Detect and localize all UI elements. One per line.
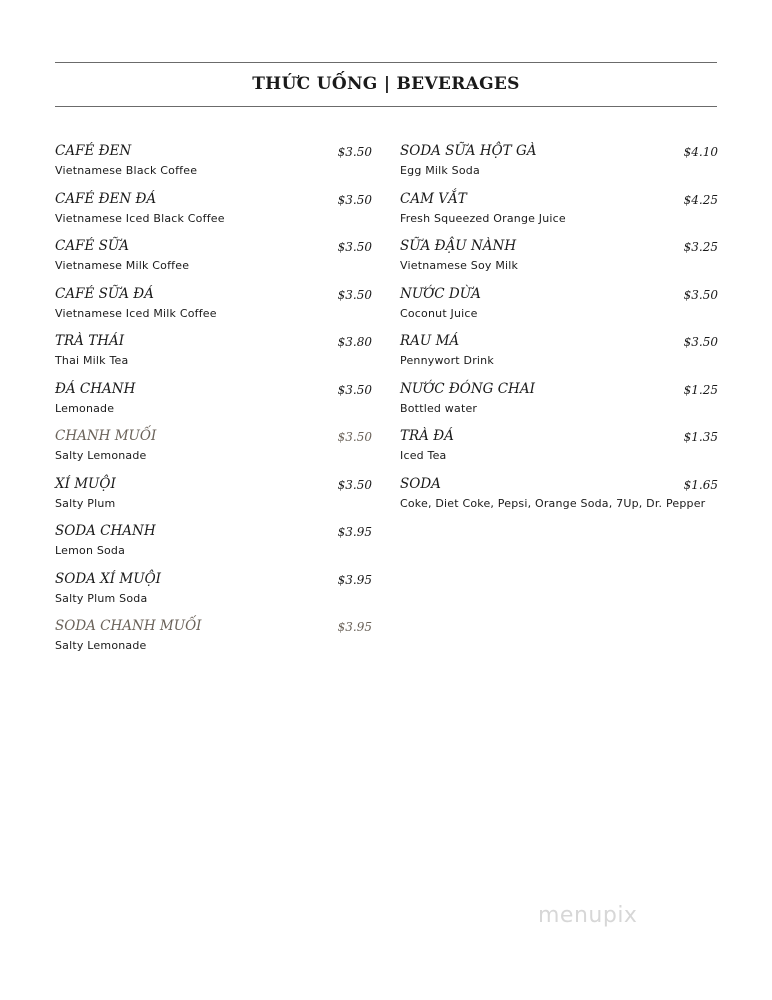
item-name: SODA CHANH MUỐI bbox=[55, 618, 202, 634]
item-description: Bottled water bbox=[400, 401, 478, 415]
menu-item bbox=[55, 286, 372, 334]
menu-item bbox=[400, 143, 718, 191]
watermark-logo: menupix bbox=[538, 903, 638, 928]
item-description: Fresh Squeezed Orange Juice bbox=[400, 211, 566, 225]
item-description: Pennywort Drink bbox=[400, 354, 494, 367]
menu-item bbox=[55, 143, 372, 191]
item-name: SODA bbox=[400, 475, 441, 492]
menu-item bbox=[55, 381, 372, 429]
item-price: $3.95 bbox=[337, 525, 372, 539]
item-name: NƯỚC DỪA bbox=[400, 285, 481, 302]
menu-item bbox=[55, 476, 372, 524]
menu-item bbox=[55, 523, 372, 571]
item-price: $3.95 bbox=[337, 572, 372, 587]
item-name: ĐÁ CHANH bbox=[55, 380, 136, 397]
item-name: XÍ MUỘI bbox=[55, 475, 116, 492]
item-price: $1.35 bbox=[683, 430, 718, 444]
menu-item bbox=[55, 571, 372, 619]
item-price: $3.50 bbox=[337, 382, 372, 397]
menu-item bbox=[55, 618, 372, 666]
header-top-rule bbox=[55, 62, 717, 63]
menu-item bbox=[400, 286, 718, 334]
item-price: $3.50 bbox=[337, 192, 372, 207]
header-bottom-rule bbox=[55, 106, 717, 107]
item-description: Salty Lemonade bbox=[55, 639, 147, 652]
item-price: $3.50 bbox=[337, 477, 372, 492]
item-price: $3.50 bbox=[337, 430, 372, 444]
item-name: CAFÉ SỮA bbox=[55, 238, 129, 254]
item-price: $3.50 bbox=[683, 287, 718, 302]
item-description: Iced Tea bbox=[400, 449, 447, 462]
menu-column-left bbox=[55, 143, 372, 666]
item-name: TRÀ ĐÁ bbox=[400, 428, 454, 444]
menu-item bbox=[55, 333, 372, 381]
item-price: $1.25 bbox=[683, 382, 718, 397]
item-name: CAFÉ ĐEN ĐÁ bbox=[55, 190, 157, 207]
item-name: RAU MÁ bbox=[400, 333, 460, 349]
item-description: Coke, Diet Coke, Pepsi, Orange Soda, 7Up, Dr. Pepper bbox=[400, 496, 706, 510]
item-description: Salty Plum bbox=[55, 496, 116, 510]
menu-column-right bbox=[400, 143, 718, 523]
item-name: NƯỚC ĐÓNG CHAI bbox=[400, 380, 535, 397]
item-description: Salty Plum Soda bbox=[55, 591, 148, 605]
menu-item bbox=[400, 381, 718, 429]
item-description: Vietnamese Soy Milk bbox=[400, 259, 519, 272]
menu-item bbox=[55, 238, 372, 286]
item-name: SODA CHANH bbox=[55, 523, 156, 539]
item-description: Thai Milk Tea bbox=[55, 354, 129, 367]
item-price: $4.25 bbox=[683, 192, 718, 207]
item-name: SODA XÍ MUỘI bbox=[55, 570, 162, 587]
menu-item bbox=[400, 428, 718, 476]
item-name: SODA SỮA HỘT GÀ bbox=[400, 143, 537, 159]
item-description: Lemonade bbox=[55, 401, 115, 415]
page-title: THỨC UỐNG | BEVERAGES bbox=[252, 74, 520, 94]
item-price: $3.50 bbox=[337, 145, 372, 159]
item-description: Vietnamese Iced Milk Coffee bbox=[55, 306, 217, 320]
item-description: Vietnamese Iced Black Coffee bbox=[55, 211, 225, 225]
item-description: Vietnamese Milk Coffee bbox=[55, 259, 190, 272]
item-price: $3.25 bbox=[683, 240, 718, 254]
item-price: $3.80 bbox=[337, 335, 372, 349]
item-name: CAM VẮT bbox=[400, 190, 467, 207]
item-description: Vietnamese Black Coffee bbox=[55, 164, 198, 177]
item-name: CHANH MUỐI bbox=[55, 428, 157, 444]
item-description: Egg Milk Soda bbox=[400, 164, 480, 177]
item-price: $3.50 bbox=[337, 240, 372, 254]
item-price: $4.10 bbox=[683, 145, 718, 159]
menu-item bbox=[400, 238, 718, 286]
menu-item bbox=[400, 191, 718, 239]
item-price: $3.50 bbox=[683, 335, 718, 349]
menu-item bbox=[400, 333, 718, 381]
item-name: SỮA ĐẬU NÀNH bbox=[400, 238, 517, 254]
item-description: Lemon Soda bbox=[55, 544, 126, 557]
item-name: CAFÉ SỮA ĐÁ bbox=[55, 285, 154, 302]
item-price: $1.65 bbox=[683, 477, 718, 492]
menu-item bbox=[55, 191, 372, 239]
menu-item bbox=[55, 428, 372, 476]
item-price: $3.50 bbox=[337, 287, 372, 302]
menu-item bbox=[400, 476, 718, 524]
item-name: TRÀ THÁI bbox=[55, 333, 125, 349]
item-description: Coconut Juice bbox=[400, 306, 478, 320]
item-description: Salty Lemonade bbox=[55, 449, 147, 462]
item-price: $3.95 bbox=[337, 620, 372, 634]
item-name: CAFÉ ĐEN bbox=[55, 143, 132, 159]
